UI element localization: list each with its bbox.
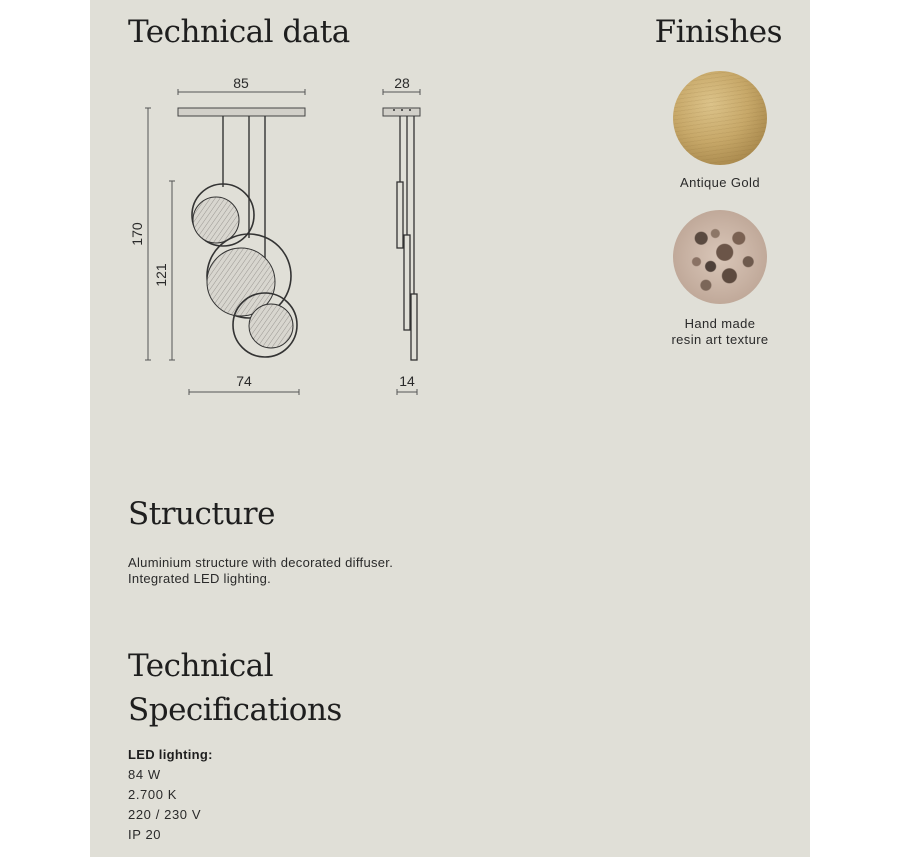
dimension-depth-top	[383, 75, 420, 95]
spec-color-temperature: 2.700 K	[128, 787, 178, 802]
resin-texture-swatch	[673, 210, 767, 304]
dim-74-label: 74	[236, 373, 252, 389]
dimension-height-body	[153, 181, 175, 360]
resin-texture-label: Hand made resin art texture	[671, 316, 769, 347]
product-sheet	[90, 0, 810, 857]
led-lighting-label: LED lighting:	[128, 747, 213, 762]
spec-list	[128, 767, 201, 847]
technical-drawing	[90, 0, 810, 420]
dim-14-label: 14	[399, 373, 415, 389]
spec-power: 84 W	[128, 767, 161, 782]
side-disc-3	[411, 294, 417, 360]
dim-28-label: 28	[394, 75, 410, 91]
antique-gold-label: Antique Gold	[680, 175, 760, 190]
structure-description: Aluminium structure with decorated diffuser. Integrated LED lighting.	[128, 555, 394, 586]
spec-voltage: 220 / 230 V	[128, 807, 202, 822]
dim-170-label: 170	[129, 222, 145, 246]
structure-title: Structure	[128, 496, 275, 532]
side-disc-1	[397, 182, 403, 248]
dimension-depth-bottom	[397, 373, 417, 395]
finishes-title: Finishes	[654, 14, 782, 50]
dim-85-label: 85	[233, 75, 249, 91]
side-disc-2	[404, 235, 410, 330]
dimension-height-total	[129, 108, 151, 360]
technical-specifications-title: Technical Specifications	[128, 648, 342, 728]
dimension-width-top	[178, 75, 305, 95]
technical-data-title: Technical data	[128, 14, 350, 50]
dim-121-label: 121	[153, 263, 169, 287]
dimension-width-bottom	[189, 373, 299, 395]
antique-gold-swatch	[673, 71, 767, 165]
pendant-disc-1	[192, 184, 254, 246]
spec-ip-rating: IP 20	[128, 827, 162, 842]
canopy-front	[178, 108, 305, 116]
